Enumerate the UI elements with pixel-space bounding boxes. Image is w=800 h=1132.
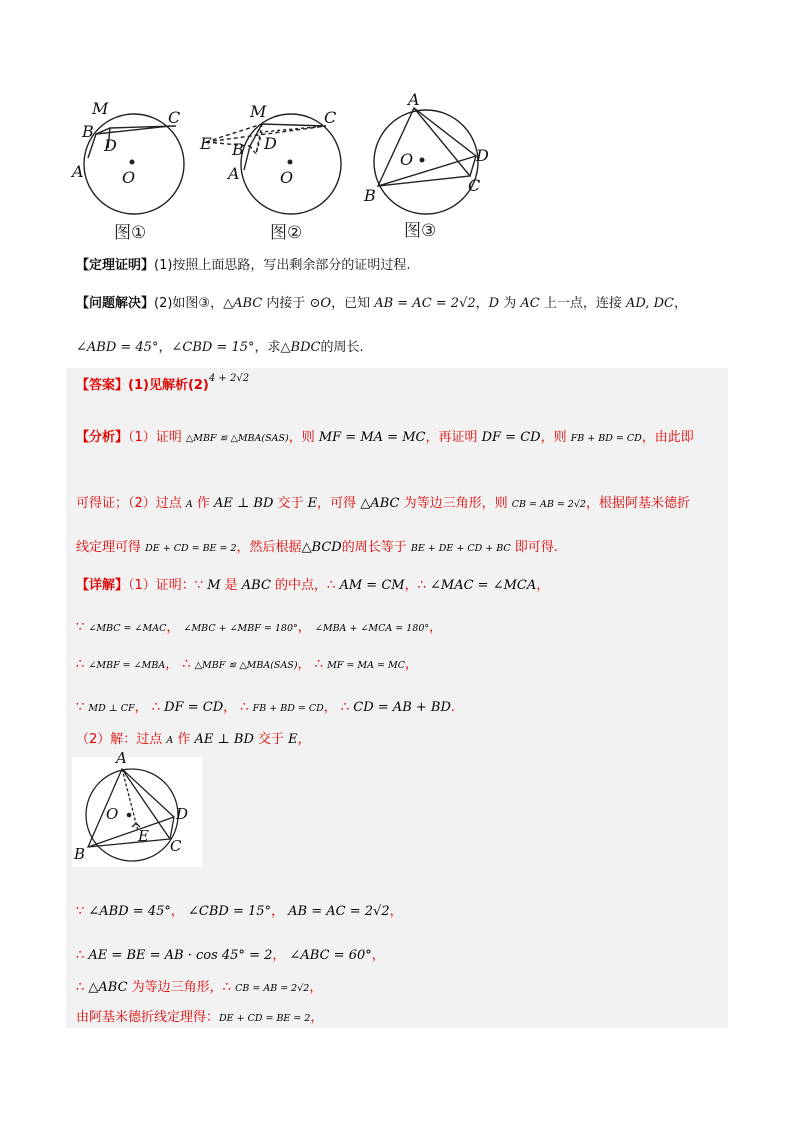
detail-text: 交于 [253, 732, 289, 747]
math-mf-ma-mc: MF = MA = MC [327, 660, 405, 671]
fig3-label-O: O [400, 150, 414, 169]
detail-line-4 [76, 698, 455, 719]
math-abd: ∠ABD = 45° [88, 904, 171, 919]
math-mf-ma-mc: MF = MA = MC [318, 430, 426, 445]
detail-line-7 [76, 946, 385, 966]
math-ae-perp-bd: AE ⊥ BD [194, 732, 254, 747]
top-figures [66, 90, 526, 250]
fig2-label-O: O [280, 168, 294, 187]
math-abd: ∠ABD = 45° [76, 340, 159, 355]
analysis-text: ，然后根据 [236, 540, 302, 555]
problem-text: ， [673, 296, 687, 311]
problem-text: (2)如图③， [154, 296, 224, 311]
fig2-label-A: A [228, 164, 240, 183]
analysis-text: （1）证明 [128, 430, 186, 445]
problem-text: 为 [499, 296, 521, 311]
detail-text: ， ∴ [134, 700, 165, 715]
detail-text: ， [371, 948, 385, 963]
answer-label: 【答案】 [76, 378, 129, 393]
fig1-label-A: A [72, 162, 84, 181]
problem-line-2 [76, 338, 364, 358]
theorem-text: (1)按照上面思路，写出剩余部分的证明过程. [154, 258, 411, 273]
fig2-label-C: C [324, 108, 337, 127]
detail-text: ， [170, 904, 189, 919]
fig2-label-M: M [250, 102, 267, 121]
detail-figure [72, 749, 202, 871]
math-md-perp-cf: MD ⊥ CF [88, 703, 135, 714]
math-mba-mca: ∠MBA + ∠MCA = 180° [314, 623, 430, 634]
problem-text: 的周长. [320, 340, 364, 355]
analysis-line-2 [76, 494, 690, 515]
analysis-line-3 [76, 538, 558, 559]
fig2-label-E: E [200, 134, 212, 153]
fig1-label-C: C [168, 108, 181, 127]
math-cb-ab: CB = AB = 2√2 [235, 983, 310, 994]
detail-text: 为等边三角形，∴ [127, 980, 236, 995]
fig3-label-C: C [468, 176, 481, 195]
problem-text: ， [158, 340, 172, 355]
detail-label-C: C [170, 837, 182, 855]
detail-line-6 [76, 902, 403, 922]
analysis-text: 线定理可得 [76, 540, 146, 555]
caption-fig1: 图① [114, 223, 147, 243]
math-cd-ab-bd: CD = AB + BD [353, 700, 451, 715]
math-ae-be: AE = BE = AB · cos 45° = 2 [88, 948, 273, 963]
math-de-cd-be: DE + CD = BE = 2 [219, 1013, 311, 1024]
analysis-text: 交于 [273, 496, 308, 511]
analysis-text: ，则 [540, 430, 571, 445]
detail-text: 的中点，∴ [270, 578, 340, 593]
detail-text: ， ∴ [297, 657, 328, 672]
detail-text: ， [271, 904, 289, 919]
math-point-e: E [307, 496, 318, 511]
theorem-line [76, 256, 411, 276]
answer-text: (1)见解析(2) [128, 378, 209, 393]
math-arc-ac: AC [520, 296, 540, 311]
fig3-label-B: B [364, 186, 376, 205]
detail-text: ， [429, 620, 443, 635]
detail-label: 【详解】 [76, 578, 129, 593]
detail-text: 作 [173, 732, 195, 747]
problem-text: ，求 [254, 340, 281, 355]
problem-text: ，已知 [331, 296, 375, 311]
math-cb-ab: CB = AB = 2√2 [511, 499, 586, 510]
detail-text: （1）证明：∵ [128, 578, 208, 593]
math-triangle-bdc: △BDC [280, 340, 321, 355]
caption-fig2: 图② [270, 223, 303, 243]
math-ab-ac: AB = AC = 2√2 [374, 296, 476, 311]
detail-text: ， [166, 620, 184, 635]
math-fb-bd-cd: FB + BD = CD [570, 433, 642, 444]
detail-text: ∴ [76, 948, 89, 963]
fig2-dashed2 [250, 124, 326, 154]
math-mac-mca: ∠MAC = ∠MCA [430, 578, 537, 593]
analysis-line-1 [76, 428, 694, 449]
analysis-text: ，则 [288, 430, 319, 445]
math-circle-o: ⊙O [309, 296, 332, 311]
detail-text: ， [297, 620, 315, 635]
math-ae-perp-bd: AE ⊥ BD [214, 496, 274, 511]
math-triangle-abc: △ABC [360, 496, 400, 511]
math-mbf-mba: ∠MBF = ∠MBA [88, 660, 166, 671]
detail-text: ， [309, 980, 323, 995]
detail-line-3 [76, 655, 418, 676]
detail-line-8 [76, 978, 322, 999]
fig1-label-B: B [82, 122, 94, 141]
math-ad-dc: AD, DC [625, 296, 674, 311]
math-df-cd: DF = CD [481, 430, 541, 445]
caption-fig3: 图③ [404, 221, 437, 241]
fig2-label-B: B [232, 140, 244, 159]
analysis-label: 【分析】 [76, 430, 129, 445]
math-triangle-bcd: △BCD [301, 540, 342, 555]
fig1-circle [84, 114, 184, 214]
math-cbd: ∠CBD = 15° [188, 904, 272, 919]
math-point-a: A [166, 735, 174, 746]
detail-label-D: D [176, 805, 189, 823]
math-congruence: △MBF ≌ △MBA(SAS) [185, 433, 289, 444]
detail-line-2 [76, 618, 442, 639]
detail-text: ， [404, 657, 418, 672]
detail-label-A: A [116, 749, 127, 767]
math-arc-abc: ABC [241, 578, 271, 593]
detail-line-5 [76, 730, 311, 751]
math-mbc-mac: ∠MBC = ∠MAC [88, 623, 167, 634]
problem-line-1 [76, 294, 687, 314]
math-point-e: E [288, 732, 298, 747]
detail-text: ， ∴ [223, 700, 253, 715]
detail-label-O: O [106, 805, 119, 823]
math-de-cd-be: DE + CD = BE = 2 [145, 543, 237, 554]
math-triangle-abc: △ABC [223, 296, 263, 311]
answer-line [76, 373, 250, 397]
problem-text: ， [475, 296, 489, 311]
math-point-a: A [185, 499, 193, 510]
analysis-text: 可得证；（2）过点 [76, 496, 186, 511]
fig1-label-M: M [92, 99, 109, 118]
analysis-text: ，由此即 [641, 430, 694, 445]
analysis-text: 即可得. [510, 540, 558, 555]
detail-text: ， ∴ [165, 657, 195, 672]
detail-text: ∵ [76, 620, 89, 635]
fig2-label-D: D [264, 134, 277, 153]
detail-text: ，∴ [404, 578, 430, 593]
detail-text: ， [310, 1010, 324, 1025]
math-am-cm: AM = CM [339, 578, 405, 593]
math-congruence: △MBF ≌ △MBA(SAS) [194, 660, 298, 671]
fig3-triangle [378, 108, 476, 186]
math-perimeter: BE + DE + CD + BC [410, 543, 511, 554]
fig1-label-D: D [104, 136, 117, 155]
math-ab-ac: AB = AC = 2√2 [288, 904, 390, 919]
analysis-text: 为等边三角形，则 [399, 496, 512, 511]
detail-line-9 [76, 1008, 323, 1029]
analysis-text: 的周长等于 [341, 540, 411, 555]
math-df-cd: DF = CD [164, 700, 224, 715]
detail-text: ∵ [76, 904, 89, 919]
detail-text: ∵ [76, 700, 89, 715]
math-cbd: ∠CBD = 15° [171, 340, 255, 355]
detail-text: ， [297, 732, 311, 747]
detail-text: ∴ [76, 657, 89, 672]
analysis-text: ，可得 [317, 496, 361, 511]
detail-text: ， [389, 904, 403, 919]
detail-text: （2）解：过点 [76, 732, 167, 747]
theorem-label: 【定理证明】 [76, 258, 155, 273]
detail-text: ∴ [76, 980, 89, 995]
analysis-text: ，再证明 [425, 430, 482, 445]
detail-text: ， [272, 948, 290, 963]
answer-value: 4 + 2√2 [208, 373, 250, 384]
detail-text: 由阿基米德折线定理得： [76, 1010, 220, 1025]
math-point-m: M [207, 578, 221, 593]
math-fb-bd-cd: FB + BD = CD [252, 703, 324, 714]
detail-text: 是 [220, 578, 242, 593]
math-abc: ∠ABC = 60° [289, 948, 372, 963]
problem-label: 【问题解决】 [76, 296, 155, 311]
detail-line-1 [76, 576, 549, 596]
detail-label-B: B [74, 845, 86, 863]
math-triangle-abc: △ABC [88, 980, 128, 995]
detail-text: ， ∴ [323, 700, 354, 715]
problem-text: 内接于 [262, 296, 310, 311]
fig3-label-D: D [476, 146, 489, 165]
fig3-label-A: A [408, 90, 420, 109]
analysis-text: ，根据阿基米德折 [585, 496, 690, 511]
detail-text: . [450, 700, 456, 715]
math-mbc-mbf: ∠MBC + ∠MBF = 180° [183, 623, 298, 634]
math-d: D [488, 296, 500, 311]
fig1-label-O: O [122, 168, 136, 187]
detail-text: ， [536, 578, 550, 593]
analysis-text: 作 [192, 496, 215, 511]
detail-label-E: E [138, 827, 149, 845]
problem-text: 上一点，连接 [539, 296, 626, 311]
